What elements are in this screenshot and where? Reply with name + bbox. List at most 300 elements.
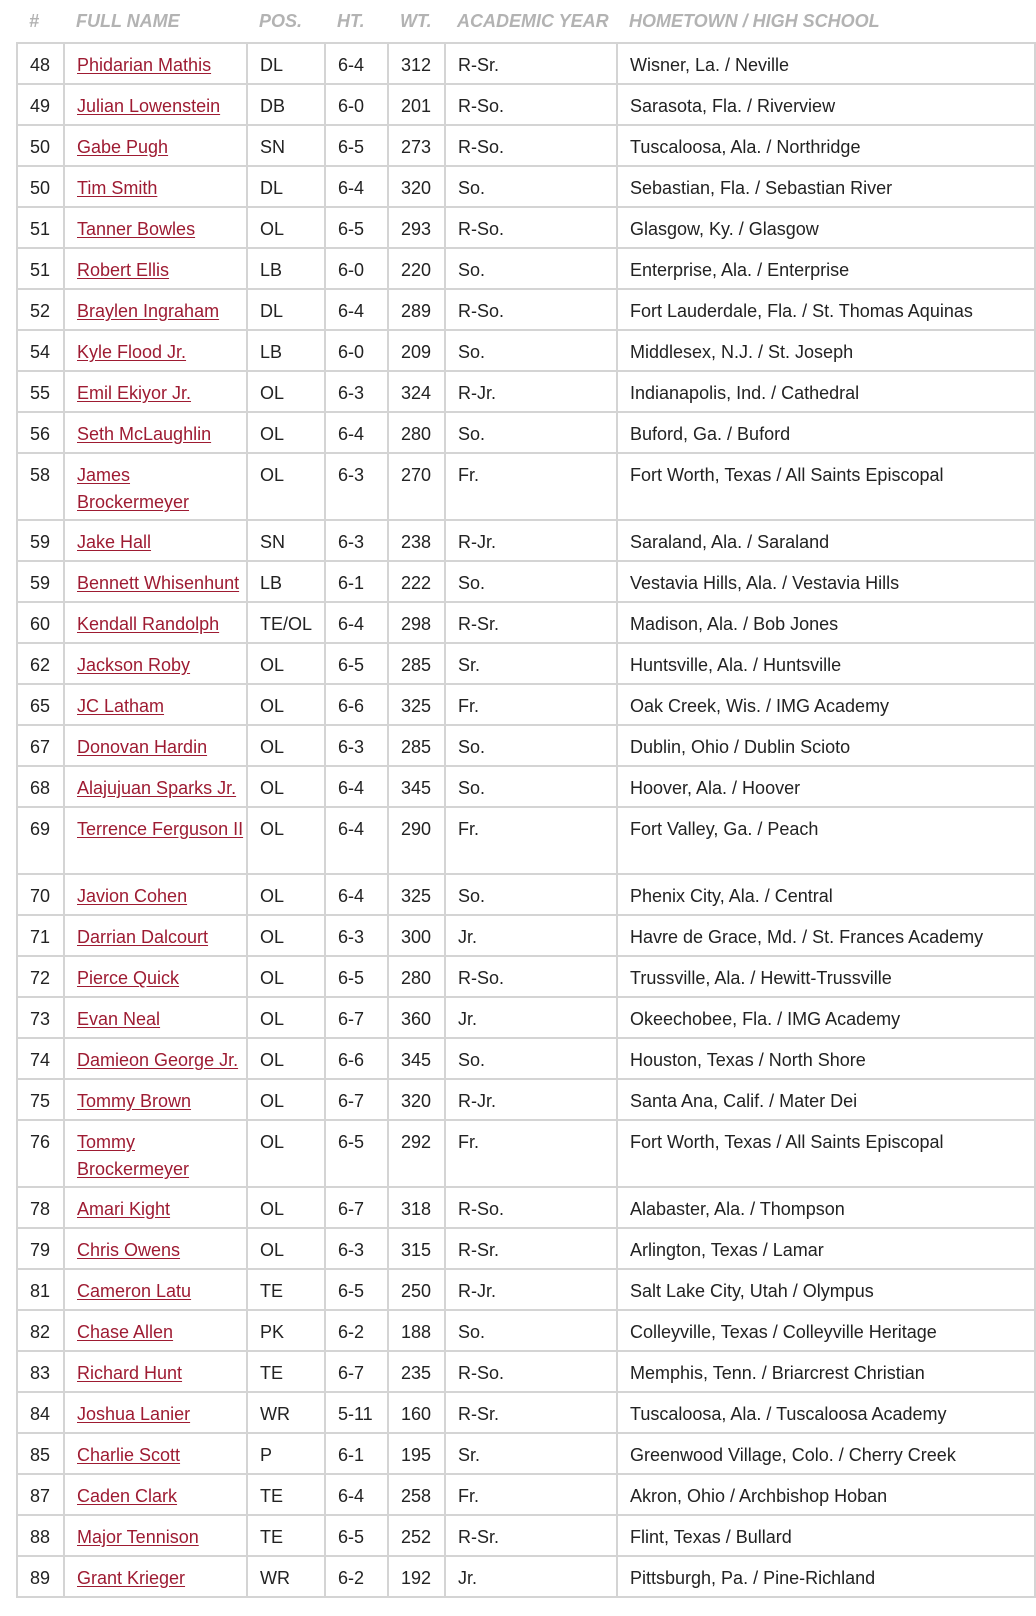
hometown-cell: Akron, Ohio / Archbishop Hoban bbox=[617, 1474, 1035, 1515]
name-cell bbox=[64, 289, 247, 330]
hometown-cell: Salt Lake City, Utah / Olympus bbox=[617, 1269, 1035, 1310]
table-row bbox=[17, 766, 1035, 807]
academic-year-cell: So. bbox=[445, 330, 617, 371]
name-cell bbox=[64, 330, 247, 371]
height-cell: 6-7 bbox=[325, 1351, 388, 1392]
height-cell: 6-4 bbox=[325, 807, 388, 874]
position-cell: LB bbox=[247, 561, 325, 602]
table-row bbox=[17, 997, 1035, 1038]
height-cell: 6-4 bbox=[325, 766, 388, 807]
player-name-link[interactable]: Kendall Randolph bbox=[77, 614, 220, 634]
player-name-link[interactable]: Chris Owens bbox=[77, 1240, 181, 1260]
number-cell: 81 bbox=[17, 1269, 64, 1310]
table-body bbox=[17, 43, 1035, 1597]
player-name-link[interactable]: Gabe Pugh bbox=[77, 137, 169, 157]
number-cell: 60 bbox=[17, 602, 64, 643]
table-row bbox=[17, 1079, 1035, 1120]
academic-year-cell: R-So. bbox=[445, 207, 617, 248]
position-cell: OL bbox=[247, 915, 325, 956]
player-name-link[interactable]: Damieon George Jr. bbox=[77, 1050, 239, 1070]
number-cell: 78 bbox=[17, 1187, 64, 1228]
player-name-link[interactable]: Javion Cohen bbox=[77, 886, 188, 906]
hometown-cell: Tuscaloosa, Ala. / Northridge bbox=[617, 125, 1035, 166]
number-cell: 58 bbox=[17, 453, 64, 520]
position-cell: TE/OL bbox=[247, 602, 325, 643]
table-header bbox=[17, 0, 1035, 43]
table-row bbox=[17, 1474, 1035, 1515]
academic-year-cell: So. bbox=[445, 412, 617, 453]
player-name-link[interactable]: Emil Ekiyor Jr. bbox=[77, 383, 192, 403]
player-name-link[interactable]: Tim Smith bbox=[77, 178, 158, 198]
academic-year-cell: R-Sr. bbox=[445, 1228, 617, 1269]
header-hometown[interactable]: HOMETOWN / HIGH SCHOOL bbox=[617, 0, 1035, 43]
height-cell: 6-2 bbox=[325, 1310, 388, 1351]
height-cell: 6-4 bbox=[325, 289, 388, 330]
height-cell: 6-0 bbox=[325, 248, 388, 289]
player-name-link[interactable]: Julian Lowenstein bbox=[77, 96, 221, 116]
position-cell: OL bbox=[247, 807, 325, 874]
height-cell: 6-0 bbox=[325, 330, 388, 371]
table-row bbox=[17, 84, 1035, 125]
number-cell: 79 bbox=[17, 1228, 64, 1269]
academic-year-cell: So. bbox=[445, 561, 617, 602]
hometown-cell: Santa Ana, Calif. / Mater Dei bbox=[617, 1079, 1035, 1120]
height-cell: 6-2 bbox=[325, 1556, 388, 1597]
weight-cell: 293 bbox=[388, 207, 445, 248]
table-row bbox=[17, 412, 1035, 453]
hometown-cell: Tuscaloosa, Ala. / Tuscaloosa Academy bbox=[617, 1392, 1035, 1433]
position-cell: TE bbox=[247, 1515, 325, 1556]
academic-year-cell: So. bbox=[445, 166, 617, 207]
height-cell: 6-6 bbox=[325, 1038, 388, 1079]
name-cell bbox=[64, 1310, 247, 1351]
position-cell: OL bbox=[247, 956, 325, 997]
academic-year-cell: R-Sr. bbox=[445, 43, 617, 84]
height-cell: 6-4 bbox=[325, 602, 388, 643]
player-name-link[interactable]: Charlie Scott bbox=[77, 1445, 181, 1465]
name-cell bbox=[64, 874, 247, 915]
academic-year-cell: R-Jr. bbox=[445, 371, 617, 412]
weight-cell: 289 bbox=[388, 289, 445, 330]
weight-cell: 201 bbox=[388, 84, 445, 125]
weight-cell: 258 bbox=[388, 1474, 445, 1515]
table-row bbox=[17, 684, 1035, 725]
player-name-link[interactable]: Pierce Quick bbox=[77, 968, 180, 988]
position-cell: P bbox=[247, 1433, 325, 1474]
position-cell: OL bbox=[247, 412, 325, 453]
table-row bbox=[17, 725, 1035, 766]
weight-cell: 292 bbox=[388, 1120, 445, 1187]
table-row bbox=[17, 1556, 1035, 1597]
position-cell: DL bbox=[247, 166, 325, 207]
academic-year-cell: R-Jr. bbox=[445, 1269, 617, 1310]
position-cell: OL bbox=[247, 453, 325, 520]
hometown-cell: Enterprise, Ala. / Enterprise bbox=[617, 248, 1035, 289]
academic-year-cell: So. bbox=[445, 766, 617, 807]
table-row bbox=[17, 1310, 1035, 1351]
position-cell: WR bbox=[247, 1556, 325, 1597]
weight-cell: 320 bbox=[388, 1079, 445, 1120]
position-cell: OL bbox=[247, 766, 325, 807]
height-cell: 6-5 bbox=[325, 1120, 388, 1187]
name-cell bbox=[64, 1556, 247, 1597]
academic-year-cell: Fr. bbox=[445, 684, 617, 725]
number-cell: 82 bbox=[17, 1310, 64, 1351]
academic-year-cell: Jr. bbox=[445, 997, 617, 1038]
position-cell: TE bbox=[247, 1474, 325, 1515]
player-name-link[interactable]: Phidarian Mathis bbox=[77, 55, 212, 75]
academic-year-cell: So. bbox=[445, 1038, 617, 1079]
player-name-link[interactable]: Kyle Flood Jr. bbox=[77, 342, 187, 362]
number-cell: 87 bbox=[17, 1474, 64, 1515]
number-cell: 51 bbox=[17, 248, 64, 289]
name-cell bbox=[64, 915, 247, 956]
position-cell: TE bbox=[247, 1351, 325, 1392]
name-cell bbox=[64, 1187, 247, 1228]
weight-cell: 360 bbox=[388, 997, 445, 1038]
number-cell: 59 bbox=[17, 520, 64, 561]
player-name-link[interactable]: James Brockermeyer bbox=[77, 465, 190, 512]
weight-cell: 273 bbox=[388, 125, 445, 166]
player-name-link[interactable]: Richard Hunt bbox=[77, 1363, 183, 1383]
player-name-link[interactable]: Alajujuan Sparks Jr. bbox=[77, 778, 237, 798]
name-cell bbox=[64, 1228, 247, 1269]
player-name-link[interactable]: Joshua Lanier bbox=[77, 1404, 191, 1424]
weight-cell: 300 bbox=[388, 915, 445, 956]
weight-cell: 318 bbox=[388, 1187, 445, 1228]
table-row bbox=[17, 956, 1035, 997]
number-cell: 85 bbox=[17, 1433, 64, 1474]
academic-year-cell: R-So. bbox=[445, 1187, 617, 1228]
hometown-cell: Havre de Grace, Md. / St. Frances Academy bbox=[617, 915, 1035, 956]
player-name-link[interactable]: Grant Krieger bbox=[77, 1568, 186, 1588]
number-cell: 54 bbox=[17, 330, 64, 371]
name-cell bbox=[64, 1038, 247, 1079]
number-cell: 62 bbox=[17, 643, 64, 684]
player-name-link[interactable]: Major Tennison bbox=[77, 1527, 199, 1547]
table-row bbox=[17, 289, 1035, 330]
weight-cell: 235 bbox=[388, 1351, 445, 1392]
height-cell: 6-5 bbox=[325, 956, 388, 997]
academic-year-cell: R-So. bbox=[445, 1351, 617, 1392]
hometown-cell: Alabaster, Ala. / Thompson bbox=[617, 1187, 1035, 1228]
player-name-link[interactable]: Bennett Whisenhunt bbox=[77, 573, 240, 593]
position-cell: OL bbox=[247, 1079, 325, 1120]
position-cell: OL bbox=[247, 725, 325, 766]
weight-cell: 285 bbox=[388, 725, 445, 766]
number-cell: 65 bbox=[17, 684, 64, 725]
hometown-cell: Dublin, Ohio / Dublin Scioto bbox=[617, 725, 1035, 766]
name-cell bbox=[64, 371, 247, 412]
academic-year-cell: Fr. bbox=[445, 1120, 617, 1187]
weight-cell: 220 bbox=[388, 248, 445, 289]
table-row bbox=[17, 248, 1035, 289]
name-cell bbox=[64, 643, 247, 684]
name-cell bbox=[64, 997, 247, 1038]
table-row bbox=[17, 207, 1035, 248]
hometown-cell: Madison, Ala. / Bob Jones bbox=[617, 602, 1035, 643]
height-cell: 6-5 bbox=[325, 1269, 388, 1310]
position-cell: DL bbox=[247, 289, 325, 330]
table-row bbox=[17, 874, 1035, 915]
header-position[interactable]: POS. bbox=[247, 0, 325, 43]
number-cell: 83 bbox=[17, 1351, 64, 1392]
number-cell: 73 bbox=[17, 997, 64, 1038]
name-cell bbox=[64, 207, 247, 248]
number-cell: 74 bbox=[17, 1038, 64, 1079]
position-cell: OL bbox=[247, 207, 325, 248]
academic-year-cell: R-So. bbox=[445, 125, 617, 166]
table-row bbox=[17, 371, 1035, 412]
hometown-cell: Oak Creek, Wis. / IMG Academy bbox=[617, 684, 1035, 725]
table-row bbox=[17, 561, 1035, 602]
position-cell: OL bbox=[247, 874, 325, 915]
weight-cell: 345 bbox=[388, 766, 445, 807]
height-cell: 6-4 bbox=[325, 412, 388, 453]
height-cell: 6-3 bbox=[325, 371, 388, 412]
table-row bbox=[17, 453, 1035, 520]
weight-cell: 315 bbox=[388, 1228, 445, 1269]
number-cell: 48 bbox=[17, 43, 64, 84]
hometown-cell: Glasgow, Ky. / Glasgow bbox=[617, 207, 1035, 248]
name-cell bbox=[64, 725, 247, 766]
academic-year-cell: So. bbox=[445, 874, 617, 915]
name-cell bbox=[64, 248, 247, 289]
table-row bbox=[17, 330, 1035, 371]
player-name-link[interactable]: Darrian Dalcourt bbox=[77, 927, 209, 947]
name-cell bbox=[64, 766, 247, 807]
player-name-link[interactable]: Robert Ellis bbox=[77, 260, 170, 280]
header-weight[interactable]: WT. bbox=[388, 0, 445, 43]
player-name-link[interactable]: Terrence Ferguson II bbox=[77, 819, 244, 839]
position-cell: OL bbox=[247, 1038, 325, 1079]
player-name-link[interactable]: Cameron Latu bbox=[77, 1281, 192, 1301]
position-cell: OL bbox=[247, 997, 325, 1038]
weight-cell: 325 bbox=[388, 684, 445, 725]
academic-year-cell: R-Jr. bbox=[445, 520, 617, 561]
academic-year-cell: Sr. bbox=[445, 1433, 617, 1474]
height-cell: 6-4 bbox=[325, 43, 388, 84]
player-name-link[interactable]: Tanner Bowles bbox=[77, 219, 196, 239]
number-cell: 55 bbox=[17, 371, 64, 412]
position-cell: PK bbox=[247, 1310, 325, 1351]
hometown-cell: Greenwood Village, Colo. / Cherry Creek bbox=[617, 1433, 1035, 1474]
weight-cell: 312 bbox=[388, 43, 445, 84]
hometown-cell: Fort Lauderdale, Fla. / St. Thomas Aquinas bbox=[617, 289, 1035, 330]
name-cell bbox=[64, 807, 247, 874]
weight-cell: 160 bbox=[388, 1392, 445, 1433]
player-name-link[interactable]: JC Latham bbox=[77, 696, 165, 716]
height-cell: 6-7 bbox=[325, 1187, 388, 1228]
academic-year-cell: Sr. bbox=[445, 643, 617, 684]
hometown-cell: Vestavia Hills, Ala. / Vestavia Hills bbox=[617, 561, 1035, 602]
player-name-link[interactable]: Amari Kight bbox=[77, 1199, 171, 1219]
academic-year-cell: R-Sr. bbox=[445, 1515, 617, 1556]
hometown-cell: Memphis, Tenn. / Briarcrest Christian bbox=[617, 1351, 1035, 1392]
number-cell: 49 bbox=[17, 84, 64, 125]
weight-cell: 252 bbox=[388, 1515, 445, 1556]
number-cell: 52 bbox=[17, 289, 64, 330]
player-name-link[interactable]: Evan Neal bbox=[77, 1009, 161, 1029]
height-cell: 6-4 bbox=[325, 166, 388, 207]
table-row bbox=[17, 602, 1035, 643]
position-cell: OL bbox=[247, 684, 325, 725]
height-cell: 6-1 bbox=[325, 1433, 388, 1474]
academic-year-cell: Jr. bbox=[445, 915, 617, 956]
height-cell: 6-3 bbox=[325, 915, 388, 956]
table-row bbox=[17, 1392, 1035, 1433]
name-cell bbox=[64, 1269, 247, 1310]
weight-cell: 195 bbox=[388, 1433, 445, 1474]
hometown-cell: Trussville, Ala. / Hewitt-Trussville bbox=[617, 956, 1035, 997]
height-cell: 6-0 bbox=[325, 84, 388, 125]
weight-cell: 280 bbox=[388, 412, 445, 453]
hometown-cell: Sebastian, Fla. / Sebastian River bbox=[617, 166, 1035, 207]
academic-year-cell: R-Sr. bbox=[445, 602, 617, 643]
table-row bbox=[17, 1038, 1035, 1079]
name-cell bbox=[64, 1433, 247, 1474]
table-row bbox=[17, 643, 1035, 684]
weight-cell: 345 bbox=[388, 1038, 445, 1079]
academic-year-cell: Fr. bbox=[445, 807, 617, 874]
number-cell: 67 bbox=[17, 725, 64, 766]
weight-cell: 222 bbox=[388, 561, 445, 602]
hometown-cell: Middlesex, N.J. / St. Joseph bbox=[617, 330, 1035, 371]
height-cell: 6-6 bbox=[325, 684, 388, 725]
table-row bbox=[17, 520, 1035, 561]
academic-year-cell: So. bbox=[445, 248, 617, 289]
header-number[interactable]: # bbox=[17, 0, 64, 43]
hometown-cell: Fort Worth, Texas / All Saints Episcopal bbox=[617, 1120, 1035, 1187]
hometown-cell: Okeechobee, Fla. / IMG Academy bbox=[617, 997, 1035, 1038]
weight-cell: 250 bbox=[388, 1269, 445, 1310]
hometown-cell: Flint, Texas / Bullard bbox=[617, 1515, 1035, 1556]
number-cell: 59 bbox=[17, 561, 64, 602]
hometown-cell: Pittsburgh, Pa. / Pine-Richland bbox=[617, 1556, 1035, 1597]
number-cell: 75 bbox=[17, 1079, 64, 1120]
height-cell: 6-3 bbox=[325, 453, 388, 520]
position-cell: WR bbox=[247, 1392, 325, 1433]
roster-table bbox=[16, 0, 1036, 1598]
hometown-cell: Houston, Texas / North Shore bbox=[617, 1038, 1035, 1079]
academic-year-cell: R-So. bbox=[445, 289, 617, 330]
header-full-name[interactable]: FULL NAME bbox=[64, 0, 247, 43]
hometown-cell: Fort Valley, Ga. / Peach bbox=[617, 807, 1035, 874]
header-academic-year[interactable]: ACADEMIC YEAR bbox=[445, 0, 617, 43]
table-row bbox=[17, 166, 1035, 207]
weight-cell: 324 bbox=[388, 371, 445, 412]
height-cell: 6-4 bbox=[325, 874, 388, 915]
table-row bbox=[17, 43, 1035, 84]
name-cell bbox=[64, 1079, 247, 1120]
name-cell bbox=[64, 1515, 247, 1556]
hometown-cell: Colleyville, Texas / Colleyville Heritage bbox=[617, 1310, 1035, 1351]
player-name-link[interactable]: Tommy Brown bbox=[77, 1091, 192, 1111]
weight-cell: 320 bbox=[388, 166, 445, 207]
player-name-link[interactable]: Tommy Brockermeyer bbox=[77, 1132, 190, 1179]
weight-cell: 238 bbox=[388, 520, 445, 561]
hometown-cell: Buford, Ga. / Buford bbox=[617, 412, 1035, 453]
player-name-link[interactable]: Braylen Ingraham bbox=[77, 301, 220, 321]
table-row bbox=[17, 1228, 1035, 1269]
weight-cell: 188 bbox=[388, 1310, 445, 1351]
name-cell bbox=[64, 1351, 247, 1392]
position-cell: OL bbox=[247, 643, 325, 684]
hometown-cell: Hoover, Ala. / Hoover bbox=[617, 766, 1035, 807]
name-cell bbox=[64, 84, 247, 125]
number-cell: 68 bbox=[17, 766, 64, 807]
name-cell bbox=[64, 166, 247, 207]
height-cell: 5-11 bbox=[325, 1392, 388, 1433]
player-name-link[interactable]: Seth McLaughlin bbox=[77, 424, 212, 444]
number-cell: 56 bbox=[17, 412, 64, 453]
hometown-cell: Fort Worth, Texas / All Saints Episcopal bbox=[617, 453, 1035, 520]
weight-cell: 192 bbox=[388, 1556, 445, 1597]
weight-cell: 290 bbox=[388, 807, 445, 874]
height-cell: 6-7 bbox=[325, 997, 388, 1038]
name-cell bbox=[64, 1474, 247, 1515]
number-cell: 70 bbox=[17, 874, 64, 915]
number-cell: 89 bbox=[17, 1556, 64, 1597]
name-cell bbox=[64, 1392, 247, 1433]
height-cell: 6-5 bbox=[325, 207, 388, 248]
name-cell bbox=[64, 412, 247, 453]
weight-cell: 280 bbox=[388, 956, 445, 997]
number-cell: 50 bbox=[17, 125, 64, 166]
hometown-cell: Phenix City, Ala. / Central bbox=[617, 874, 1035, 915]
player-name-link[interactable]: Donovan Hardin bbox=[77, 737, 208, 757]
academic-year-cell: So. bbox=[445, 725, 617, 766]
table-row bbox=[17, 1269, 1035, 1310]
hometown-cell: Sarasota, Fla. / Riverview bbox=[617, 84, 1035, 125]
height-cell: 6-3 bbox=[325, 1228, 388, 1269]
number-cell: 84 bbox=[17, 1392, 64, 1433]
academic-year-cell: R-So. bbox=[445, 84, 617, 125]
header-height[interactable]: HT. bbox=[325, 0, 388, 43]
hometown-cell: Huntsville, Ala. / Huntsville bbox=[617, 643, 1035, 684]
position-cell: LB bbox=[247, 330, 325, 371]
table-row bbox=[17, 1351, 1035, 1392]
table-row bbox=[17, 1515, 1035, 1556]
player-name-link[interactable]: Jake Hall bbox=[77, 532, 152, 552]
player-name-link[interactable]: Chase Allen bbox=[77, 1322, 174, 1342]
table-row bbox=[17, 807, 1035, 874]
number-cell: 88 bbox=[17, 1515, 64, 1556]
height-cell: 6-7 bbox=[325, 1079, 388, 1120]
player-name-link[interactable]: Jackson Roby bbox=[77, 655, 191, 675]
height-cell: 6-3 bbox=[325, 520, 388, 561]
height-cell: 6-3 bbox=[325, 725, 388, 766]
name-cell bbox=[64, 956, 247, 997]
table-row bbox=[17, 125, 1035, 166]
name-cell bbox=[64, 1120, 247, 1187]
name-cell bbox=[64, 453, 247, 520]
name-cell bbox=[64, 561, 247, 602]
number-cell: 72 bbox=[17, 956, 64, 997]
hometown-cell: Arlington, Texas / Lamar bbox=[617, 1228, 1035, 1269]
position-cell: LB bbox=[247, 248, 325, 289]
height-cell: 6-5 bbox=[325, 643, 388, 684]
player-name-link[interactable]: Caden Clark bbox=[77, 1486, 178, 1506]
number-cell: 71 bbox=[17, 915, 64, 956]
weight-cell: 325 bbox=[388, 874, 445, 915]
number-cell: 76 bbox=[17, 1120, 64, 1187]
academic-year-cell: R-Jr. bbox=[445, 1079, 617, 1120]
weight-cell: 298 bbox=[388, 602, 445, 643]
academic-year-cell: Jr. bbox=[445, 1556, 617, 1597]
weight-cell: 270 bbox=[388, 453, 445, 520]
position-cell: OL bbox=[247, 1228, 325, 1269]
